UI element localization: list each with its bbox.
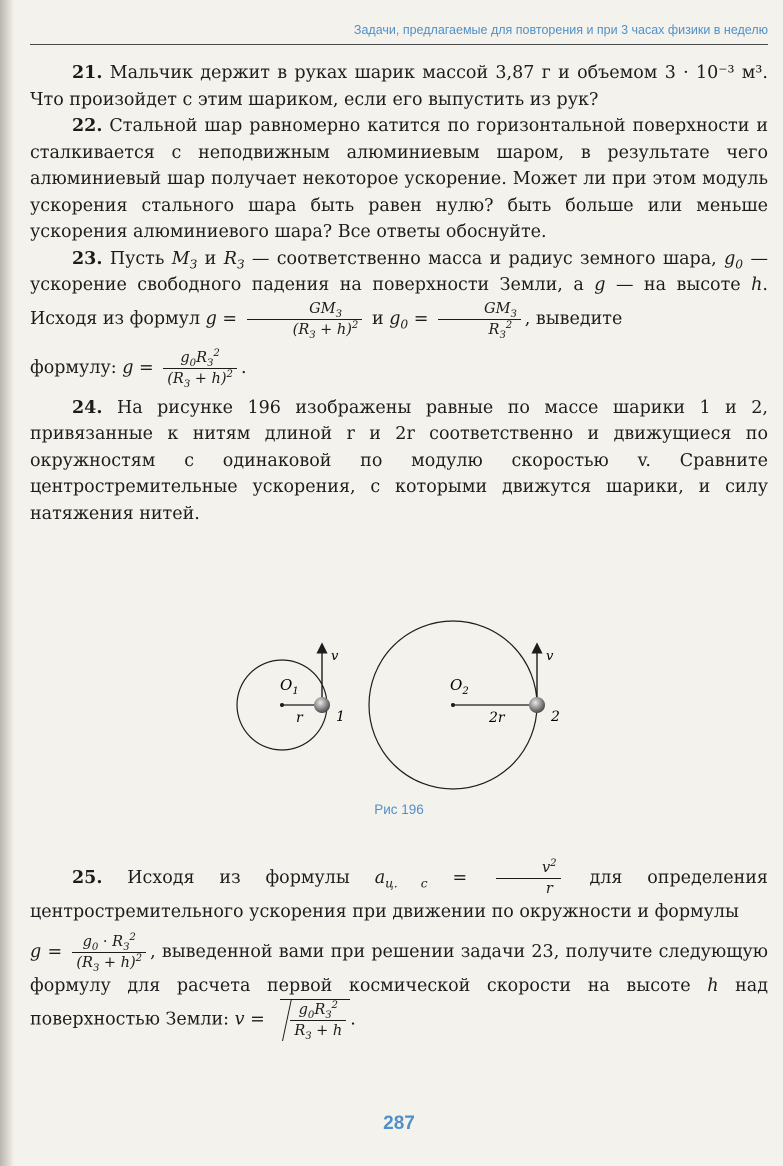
formula-g-fraction: $\frac{GM_З}{(R_З + h)^2}$: [247, 299, 363, 340]
left-center-label: $O_1$: [280, 676, 299, 697]
task-23-number: 23.: [72, 248, 103, 269]
ball-2: [529, 697, 545, 713]
page-number: 287: [383, 1113, 415, 1134]
task-22-number: 22.: [72, 116, 103, 136]
task-25-text-d: над поверхностью Земли:: [30, 975, 768, 1030]
task-24: [30, 395, 768, 528]
right-center-point: [451, 703, 455, 707]
figure-caption: Рис 196: [374, 802, 424, 817]
task-25-text-a: Исходя из формулы: [127, 868, 350, 888]
task-25-cont: g = $\frac{g_0 \cdot R_З^2}{(R_З + h)^2}$ , выведенной вами при решении задачи 23, получите следующую формулу для расчета первой космической скорости на высоте h над поверхностью Земли: v = $\frac{g_0R_З^2}{R_З + h}$ .: [30, 931, 769, 1042]
earth-mass-symbol: $M_З$: [171, 248, 198, 271]
running-title: Задачи, предлагаемые для повторения и при 3 часах физики в неделю: [353, 23, 768, 37]
task-24-number: 24.: [72, 397, 103, 418]
task-24-text: На рисунке 196 изображены равные по массе шарики 1 и 2, привязанные к нитям длиной r и 2r соответственно и движущиеся по окружностям с одинаковой по модулю скоростью v. Сравните центростремительные ускорения, с которыми движутся шарики, и силу натяжения нитей.: [30, 397, 768, 524]
task-25-text-c: , выведенной вами при решении задачи 23, получите следующую формулу для расчета первой космической скорости на высоте: [30, 941, 769, 996]
left-radius-label: r: [296, 710, 303, 726]
g0-symbol: $g_0$: [724, 248, 744, 271]
task-23-text-e: — на высоте: [615, 275, 741, 295]
task-23-text-c: — соответственно масса и радиус земного шара,: [251, 248, 717, 269]
tasks-block: [30, 60, 768, 527]
task-23-text-g: и: [371, 308, 384, 329]
task-22-text: Стальной шар равномерно катится по горизонтальной поверхности и сталкивается с неподвижным алюминиевым шаром, в результате чего алюминиевый шар получает некоторое ускорение. Может ли при этом модуль ускорения стального шара быть равен нулю? быть больше или меньше ускорения алюминиевого шара? Все ответы обоснуйте.: [30, 116, 768, 242]
formula-result-fraction: $\frac{g_0R_З^2}{(R_З + h)^2}$: [163, 348, 237, 389]
task-23-text-b: и: [204, 248, 217, 269]
task-23: 23. Пусть $M_З$ и $R_З$ — соответственно масса и радиус земного шара, $g_0$ — ускорение свободного падения на поверхности Земли, а g — на высоте h. Исходя из формул g = $\frac{GM_З}{(R_З + h)^2}$ и $g_0$ = $\frac{GM_З}{R_З^2}$ , выведите: [30, 248, 768, 341]
h-symbol: h: [751, 275, 763, 295]
formula-g-recall-fraction: $\frac{g_0 \cdot R_З^2}{(R_З + h)^2}$: [72, 932, 146, 973]
formula-g0-fraction: $\frac{GM_З}{R_З^2}$: [438, 299, 521, 340]
task-23-text-h: , выведите: [524, 308, 623, 329]
task-23-text-i: формулу:: [30, 357, 117, 378]
task-25-number: 25.: [72, 868, 103, 888]
right-ball-label: 2: [551, 709, 560, 725]
formula-ac-fraction: $\frac{v^2}{r}$: [496, 858, 561, 899]
running-header: [30, 20, 768, 45]
task-23-text-a: Пусть: [109, 248, 165, 269]
earth-radius-symbol: $R_З$: [223, 248, 245, 271]
task-21: [30, 60, 768, 113]
right-radius-label: 2r: [489, 710, 505, 726]
left-ball-label: 1: [336, 709, 345, 725]
task-23-result: формулу: g = $\frac{g_0R_З^2}{(R_З + h)^2}$ .: [30, 347, 247, 390]
task-21-text: Мальчик держит в руках шарик массой 3,87 г и объемом 3 · 10⁻³ м³. Что произойдет с этим шариком, если его выпустить из рук?: [30, 63, 768, 110]
book-spine-shadow: [0, 0, 14, 1166]
task-25: 25. Исходя из формулы $a_{ц. с}$ = $\frac{v^2}{r}$ для определения центростремительного ускорения при движении по окружности и формулы: [30, 858, 768, 922]
left-velocity-label: v: [331, 649, 339, 664]
task-23-text-d: — ускорение свободного падения на поверхности Земли, а: [30, 248, 768, 295]
task-25-text-b: для определения центростремительного ускорения при движении по окружности и формулы: [30, 868, 768, 922]
ball-1: [314, 697, 330, 713]
g-symbol: g: [594, 275, 606, 295]
right-velocity-label: v: [546, 649, 554, 664]
right-center-label: $O_2$: [450, 676, 469, 697]
task-23-text-f: . Исходя из формул: [30, 275, 768, 329]
task-21-number: 21.: [72, 63, 103, 83]
formula-sqrt: $\frac{g_0R_З^2}{R_З + h}$: [280, 999, 350, 1041]
task-25-block: [30, 858, 768, 1041]
task-22: [30, 113, 768, 246]
left-center-point: [280, 703, 284, 707]
